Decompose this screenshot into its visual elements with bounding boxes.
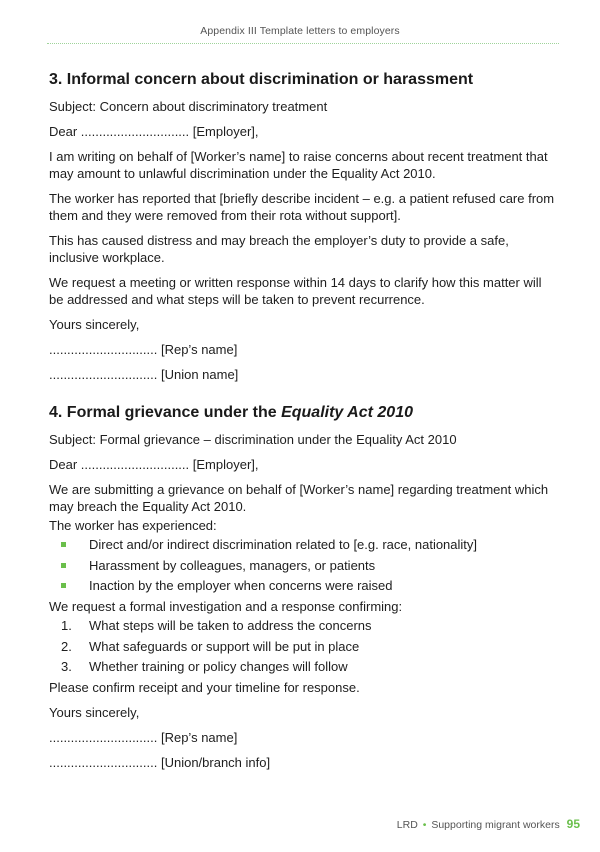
section-3-closing: Yours sincerely, [49,317,140,332]
section-3-paragraph-4: We request a meeting or written response within 14 days to clarify how this matter will be addressed and what steps will be taken to prevent recurrence. [49,275,542,307]
list-item [49,638,559,655]
section-4-signature-name: .............................. [Rep’s name] [49,730,238,745]
section-3-paragraph-1: I am writing on behalf of [Worker’s name] to raise concerns about recent treatment that may amount to unlawful discrimination under the Equality Act 2010. [49,149,548,181]
section-3-paragraph-3: This has caused distress and may breach the employer’s duty to provide a safe, inclusive workplace. [49,233,509,265]
list-item [49,536,559,553]
header-divider [47,43,559,44]
bullet-text: Direct and/or indirect discrimination related to [e.g. race, nationality] [89,537,478,552]
section-3-salutation: Dear .............................. [Employer], [49,124,259,139]
square-bullet-icon [61,563,66,568]
running-header: Appendix III Template letters to employers [200,25,400,37]
list-item [49,577,559,594]
bullet-text: Inaction by the employer when concerns were raised [89,578,393,593]
numbered-text: What steps will be taken to address the concerns [89,618,372,633]
section-4-request-intro: We request a formal investigation and a response confirming: [49,599,403,614]
list-number: 1. [61,618,72,633]
list-item [49,617,559,634]
square-bullet-icon [61,583,66,588]
footer-title: Supporting migrant workers [431,819,560,831]
page-number: 95 [566,817,580,831]
numbered-text: What safeguards or support will be put in place [89,638,360,654]
section-3-heading: 3. Informal concern about discrimination or harassment [49,71,474,88]
request-numbered-list [49,617,559,675]
page-content [49,70,559,779]
section-4-confirm: Please confirm receipt and your timeline for response. [49,680,360,695]
list-number: 3. [61,659,72,674]
section-4-closing: Yours sincerely, [49,705,140,720]
numbered-text: Whether training or policy changes will follow [89,659,348,674]
section-4-heading-prefix: 4. Formal grievance under the [49,404,282,421]
section-3-signature-name: .............................. [Rep’s name] [49,342,238,357]
square-bullet-icon [61,542,66,547]
section-3-paragraph-2: The worker has reported that [briefly describe incident – e.g. a patient refused care from them and they were removed from their rota without support]. [49,191,555,223]
section-4-signature-org: .............................. [Union/branch info] [49,755,271,770]
section-3-subject: Subject: Concern about discriminatory treatment [49,99,328,114]
list-number: 2. [61,638,72,654]
list-item [49,658,559,675]
footer-separator: • [422,819,427,831]
section-4-salutation: Dear .............................. [Employer], [49,457,259,472]
footer-publisher: LRD [396,819,418,831]
section-4-subject: Subject: Formal grievance – discrimination under the Equality Act 2010 [49,432,457,447]
list-item [49,557,559,574]
experience-bullet-list [49,536,559,594]
section-4-paragraph-1: We are submitting a grievance on behalf of [Worker’s name] regarding treatment which may breach the Equality Act 2010. [49,482,549,514]
section-4-experienced-intro: The worker has experienced: [49,518,217,533]
bullet-text: Harassment by colleagues, managers, or patients [89,557,376,573]
page-footer [397,817,580,831]
section-4-heading [49,403,559,423]
section-3-signature-org: .............................. [Union name] [49,367,239,382]
section-4-heading-act: Equality Act 2010 [281,404,413,421]
